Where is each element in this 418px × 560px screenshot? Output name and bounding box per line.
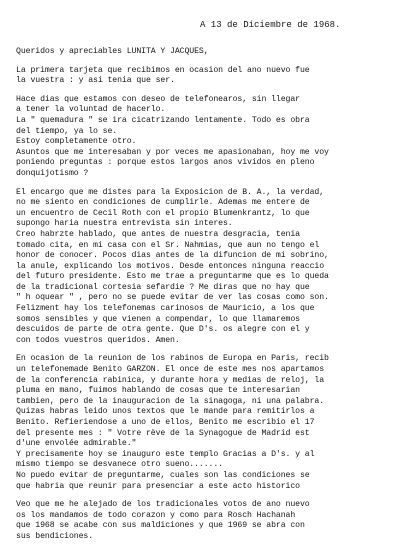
letter-body (16, 47, 412, 551)
letter-greeting (16, 47, 412, 58)
text-line: honor de conocer. Pocos dias antes de la difuncion de mi sobrino, (16, 251, 329, 261)
text-line: Creo habrzte hablado, que antes de nuestra desgracia, tenia (16, 229, 300, 239)
text-line: pluma en mano, fuimos hablando de cosas que te interesarian (16, 386, 300, 396)
text-line: que habria que reunir para presenciar a este acto historico (16, 481, 300, 491)
text-line: Y precisamente hoy se inauguro este templo Gracias a D's. y al (16, 449, 315, 459)
text-line: la anule, explicando los motivos. Desde entonces ninguna reaccio (16, 261, 325, 271)
text-line: Quizas habras leido unos textos que le mande para remitirlos a (16, 407, 315, 417)
greeting-line: Queridos y apreciables LUNITA Y JACQUES, (16, 47, 209, 56)
text-line: que 1968 se acabe con sus maldiciones y que 1969 se abra con (16, 521, 305, 531)
text-line: somos sensibles y que vienen a compendar, lo que llamaremos (16, 314, 300, 324)
text-line: Benito. Refieriendose a uno de ellos, Benito me escribio el 17 (16, 418, 315, 427)
text-line: os los mandamos de todo corazon y como para Rosch Hachanah (16, 510, 296, 520)
text-line: Estoy completamente otro. (16, 137, 137, 147)
letter-paragraph (16, 500, 412, 542)
text-line: La " quemadura " se ira cicatrizando lentamente. Todo es obra (16, 115, 310, 125)
text-line: sus bendiciones. (16, 531, 94, 541)
text-line: tambien, pero de la inauguracion de la sinagoga, ni una palabra. (16, 396, 325, 406)
text-line: con todos vuestros queridos. Amen. (16, 335, 180, 345)
text-line: donquijotismo ? (16, 168, 89, 178)
text-line: poniendo preguntas : porque estos largos anos vividos en pleno (16, 158, 315, 168)
text-line: del futuro presidente. Esto me trae a preguntarme que es lo queda (16, 272, 329, 282)
text-line: Veo que me he alejado de los tradicionales votos de ano nuevo (16, 500, 310, 510)
text-line: de la conferencia rabinica, y durante hora y medias de reloj, la (16, 375, 325, 385)
text-line: de la tradicional cortesia sefardie ? Me diras que no hay que (16, 282, 310, 292)
letter-date: A 13 de Diciembre de 1968. (200, 20, 341, 30)
text-line: del presente mes : " Votre rève de la Synagogue de Madrid est (16, 428, 310, 438)
text-line: tomado cita, en mi casa con el Sr. Nahmias, que aun no tengo el (16, 240, 320, 250)
text-line: El encargo que me distes para la Exposicion de B. A., la verdad, (16, 187, 325, 197)
text-line: mismo tiempo se desvanece otro sueno....... (16, 460, 223, 470)
text-line: La primera tarjeta que recibimos en ocasion del ano nuevo fue (16, 65, 310, 75)
text-line: a tener la voluntad de hacerlo. (16, 105, 166, 115)
text-line: supongo haria nuestra entrevista sin interes. (16, 219, 233, 229)
text-line: En ocasion de la reunion de los rabinos de Europa en Paris, recib (16, 354, 329, 364)
text-line: Felizment hay los telefonemas carinosos de Mauricio, a los que (16, 304, 315, 314)
text-line: la vuestra : y asi tenia que ser. (16, 76, 175, 86)
letter-paragraph (16, 66, 412, 87)
text-line: no me siento en condiciones de cumplirle. Ademas me entere de (16, 198, 310, 208)
text-line: d'une envolée admirable." (16, 439, 137, 449)
text-line: " h oquear " , pero no se puede evitar de ver las cosas como son. (16, 293, 329, 303)
letter-paragraph (16, 354, 412, 492)
text-line: del tiempo, ya lo se. (16, 126, 118, 136)
text-line: un encuentro de Cecil Roth con el propio Blumenkrantz, lo que (16, 208, 310, 218)
text-line: No puedo evitar de preguntarme, cuales son las condiciones se (16, 470, 310, 480)
letter-paragraphs (16, 66, 412, 543)
text-line: Hace dias que estamos con deseo de telefonearos, sin llegar (16, 94, 300, 104)
text-line: un telefonemade Benito GARZON. El once de este mes nos apartamos (16, 365, 325, 375)
text-line: descuidos de parte de otra gente. Que D's. os alegre con el y (16, 325, 310, 335)
text-line: Asuntos que me interesaban y por veces me apasionaban, hoy me voy (16, 147, 329, 157)
letter-paragraph (16, 95, 412, 180)
letter-paragraph (16, 188, 412, 347)
